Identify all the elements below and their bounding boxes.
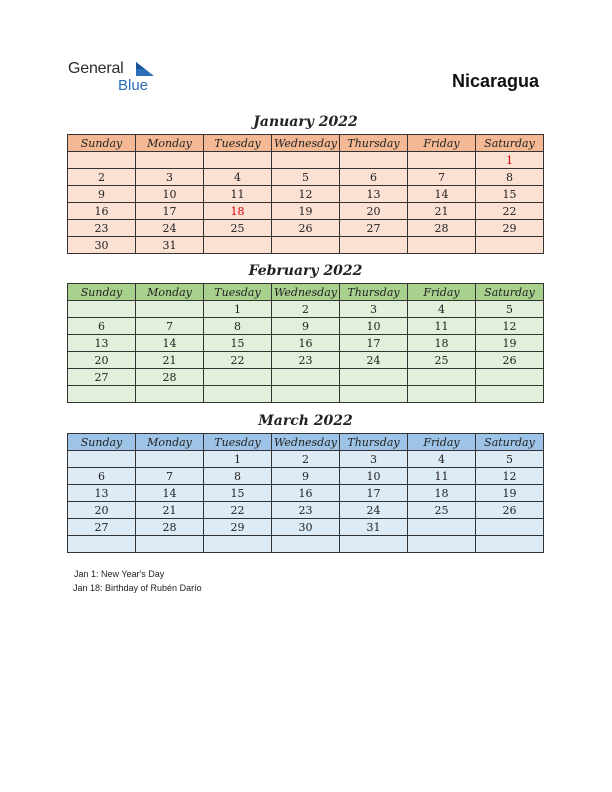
day-cell: 12 bbox=[272, 186, 340, 203]
day-cell bbox=[68, 386, 136, 403]
day-cell: 28 bbox=[136, 519, 204, 536]
day-cell: 5 bbox=[272, 169, 340, 186]
logo-text-blue: Blue bbox=[118, 77, 149, 94]
week-row bbox=[68, 186, 544, 203]
logo-text-general: General bbox=[68, 60, 124, 77]
day-cell bbox=[68, 536, 136, 553]
day-cell bbox=[136, 152, 204, 169]
country-title: Nicaragua bbox=[451, 71, 539, 91]
weekday-header: Monday bbox=[136, 434, 204, 451]
weekday-header: Friday bbox=[408, 434, 476, 451]
day-cell: 23 bbox=[68, 220, 136, 237]
day-cell: 15 bbox=[204, 485, 272, 502]
day-cell: 13 bbox=[68, 335, 136, 352]
day-cell: 18 bbox=[408, 335, 476, 352]
weekday-header: Tuesday bbox=[204, 135, 272, 152]
day-cell bbox=[340, 386, 408, 403]
day-cell bbox=[68, 451, 136, 468]
week-row bbox=[68, 335, 544, 352]
holiday-notes bbox=[74, 567, 202, 595]
day-cell: 18 bbox=[204, 203, 272, 220]
day-cell bbox=[408, 237, 476, 254]
day-cell: 26 bbox=[476, 502, 544, 519]
day-cell: 9 bbox=[272, 318, 340, 335]
week-row bbox=[68, 169, 544, 186]
day-cell: 13 bbox=[68, 485, 136, 502]
day-cell bbox=[136, 536, 204, 553]
day-cell: 28 bbox=[136, 369, 204, 386]
day-cell: 12 bbox=[476, 318, 544, 335]
day-cell: 24 bbox=[340, 502, 408, 519]
day-cell bbox=[136, 386, 204, 403]
generalblue-logo bbox=[68, 60, 168, 96]
day-cell: 23 bbox=[272, 502, 340, 519]
month-march bbox=[67, 411, 544, 553]
week-row bbox=[68, 152, 544, 169]
day-cell: 21 bbox=[136, 352, 204, 369]
day-cell: 29 bbox=[476, 220, 544, 237]
month-february bbox=[67, 261, 544, 403]
weekday-header: Thursday bbox=[340, 434, 408, 451]
month-title: February 2022 bbox=[248, 263, 363, 279]
week-row bbox=[68, 451, 544, 468]
day-cell: 22 bbox=[476, 203, 544, 220]
day-cell: 11 bbox=[408, 318, 476, 335]
weekday-header-row bbox=[68, 434, 544, 451]
week-row bbox=[68, 301, 544, 318]
day-cell: 20 bbox=[68, 502, 136, 519]
weekday-header: Wednesday bbox=[272, 284, 340, 301]
day-cell: 16 bbox=[272, 335, 340, 352]
day-cell: 8 bbox=[204, 468, 272, 485]
day-cell: 20 bbox=[340, 203, 408, 220]
day-cell: 27 bbox=[340, 220, 408, 237]
day-cell: 24 bbox=[136, 220, 204, 237]
week-row bbox=[68, 468, 544, 485]
day-cell: 1 bbox=[204, 301, 272, 318]
day-cell: 25 bbox=[204, 220, 272, 237]
day-cell bbox=[408, 386, 476, 403]
week-row bbox=[68, 502, 544, 519]
day-cell: 1 bbox=[204, 451, 272, 468]
month-january bbox=[67, 112, 544, 254]
day-cell: 4 bbox=[408, 301, 476, 318]
week-row bbox=[68, 220, 544, 237]
day-cell: 13 bbox=[340, 186, 408, 203]
day-cell: 25 bbox=[408, 502, 476, 519]
day-cell bbox=[476, 237, 544, 254]
day-cell bbox=[408, 519, 476, 536]
day-cell: 17 bbox=[340, 485, 408, 502]
week-row bbox=[68, 352, 544, 369]
day-cell: 12 bbox=[476, 468, 544, 485]
weekday-header: Sunday bbox=[68, 135, 136, 152]
weekday-header: Tuesday bbox=[204, 284, 272, 301]
day-cell: 2 bbox=[272, 451, 340, 468]
day-cell: 4 bbox=[204, 169, 272, 186]
weekday-header: Friday bbox=[408, 135, 476, 152]
day-cell: 30 bbox=[68, 237, 136, 254]
day-cell bbox=[272, 386, 340, 403]
week-row bbox=[68, 318, 544, 335]
day-cell: 7 bbox=[136, 468, 204, 485]
month-title: March 2022 bbox=[258, 413, 353, 429]
day-cell: 2 bbox=[68, 169, 136, 186]
day-cell: 7 bbox=[136, 318, 204, 335]
day-cell: 6 bbox=[68, 468, 136, 485]
week-row bbox=[68, 536, 544, 553]
day-cell: 28 bbox=[408, 220, 476, 237]
logo-triangle-icon bbox=[134, 62, 154, 76]
day-cell: 26 bbox=[476, 352, 544, 369]
day-cell: 18 bbox=[408, 485, 476, 502]
weekday-header: Thursday bbox=[340, 135, 408, 152]
week-row bbox=[68, 237, 544, 254]
weekday-header: Saturday bbox=[476, 284, 544, 301]
day-cell: 21 bbox=[408, 203, 476, 220]
day-cell: 8 bbox=[476, 169, 544, 186]
weekday-header: Thursday bbox=[340, 284, 408, 301]
day-cell: 9 bbox=[272, 468, 340, 485]
weekday-header: Sunday bbox=[68, 434, 136, 451]
day-cell bbox=[204, 237, 272, 254]
day-cell bbox=[340, 369, 408, 386]
day-cell: 9 bbox=[68, 186, 136, 203]
day-cell: 17 bbox=[136, 203, 204, 220]
day-cell: 14 bbox=[408, 186, 476, 203]
weekday-header: Wednesday bbox=[272, 434, 340, 451]
day-cell bbox=[136, 301, 204, 318]
day-cell: 1 bbox=[476, 152, 544, 169]
day-cell bbox=[272, 152, 340, 169]
day-cell bbox=[476, 536, 544, 553]
day-cell: 22 bbox=[204, 502, 272, 519]
day-cell: 31 bbox=[136, 237, 204, 254]
day-cell: 22 bbox=[204, 352, 272, 369]
week-row bbox=[68, 369, 544, 386]
day-cell bbox=[476, 386, 544, 403]
day-cell: 19 bbox=[272, 203, 340, 220]
day-cell bbox=[272, 369, 340, 386]
day-cell: 26 bbox=[272, 220, 340, 237]
day-cell: 27 bbox=[68, 519, 136, 536]
weekday-header: Wednesday bbox=[272, 135, 340, 152]
holiday-note: Jan 1: New Year's Day bbox=[74, 569, 165, 579]
day-cell: 27 bbox=[68, 369, 136, 386]
holiday-note: Jan 18: Birthday of Rubén Darío bbox=[73, 583, 202, 593]
day-cell: 19 bbox=[476, 485, 544, 502]
day-cell: 10 bbox=[340, 318, 408, 335]
day-cell: 21 bbox=[136, 502, 204, 519]
calendar-table bbox=[67, 134, 544, 254]
week-row bbox=[68, 485, 544, 502]
day-cell: 5 bbox=[476, 451, 544, 468]
weekday-header: Saturday bbox=[476, 135, 544, 152]
day-cell: 30 bbox=[272, 519, 340, 536]
weekday-header-row bbox=[68, 135, 544, 152]
day-cell: 3 bbox=[340, 301, 408, 318]
weekday-header: Friday bbox=[408, 284, 476, 301]
day-cell: 6 bbox=[68, 318, 136, 335]
weekday-header: Tuesday bbox=[204, 434, 272, 451]
day-cell bbox=[68, 152, 136, 169]
calendar-table bbox=[67, 433, 544, 553]
day-cell: 17 bbox=[340, 335, 408, 352]
day-cell: 16 bbox=[272, 485, 340, 502]
day-cell: 8 bbox=[204, 318, 272, 335]
day-cell bbox=[340, 536, 408, 553]
day-cell: 11 bbox=[204, 186, 272, 203]
day-cell bbox=[68, 301, 136, 318]
day-cell bbox=[272, 536, 340, 553]
month-title: January 2022 bbox=[253, 114, 358, 130]
day-cell bbox=[408, 369, 476, 386]
day-cell bbox=[272, 237, 340, 254]
weekday-header: Monday bbox=[136, 284, 204, 301]
week-row bbox=[68, 386, 544, 403]
day-cell: 14 bbox=[136, 485, 204, 502]
weekday-header: Sunday bbox=[68, 284, 136, 301]
day-cell bbox=[476, 519, 544, 536]
day-cell bbox=[136, 451, 204, 468]
day-cell: 2 bbox=[272, 301, 340, 318]
day-cell: 6 bbox=[340, 169, 408, 186]
day-cell bbox=[204, 386, 272, 403]
day-cell bbox=[204, 152, 272, 169]
weekday-header: Monday bbox=[136, 135, 204, 152]
day-cell: 10 bbox=[136, 186, 204, 203]
weekday-header-row bbox=[68, 284, 544, 301]
day-cell: 15 bbox=[204, 335, 272, 352]
week-row bbox=[68, 519, 544, 536]
day-cell bbox=[476, 369, 544, 386]
calendar-table bbox=[67, 283, 544, 403]
day-cell: 29 bbox=[204, 519, 272, 536]
day-cell: 16 bbox=[68, 203, 136, 220]
day-cell bbox=[340, 152, 408, 169]
day-cell: 25 bbox=[408, 352, 476, 369]
day-cell: 20 bbox=[68, 352, 136, 369]
day-cell: 23 bbox=[272, 352, 340, 369]
day-cell: 15 bbox=[476, 186, 544, 203]
day-cell bbox=[340, 237, 408, 254]
day-cell: 10 bbox=[340, 468, 408, 485]
day-cell: 5 bbox=[476, 301, 544, 318]
day-cell bbox=[204, 536, 272, 553]
week-row bbox=[68, 203, 544, 220]
day-cell: 7 bbox=[408, 169, 476, 186]
day-cell: 11 bbox=[408, 468, 476, 485]
day-cell: 3 bbox=[136, 169, 204, 186]
weekday-header: Saturday bbox=[476, 434, 544, 451]
day-cell bbox=[204, 369, 272, 386]
day-cell: 31 bbox=[340, 519, 408, 536]
day-cell: 24 bbox=[340, 352, 408, 369]
day-cell bbox=[408, 152, 476, 169]
day-cell: 4 bbox=[408, 451, 476, 468]
day-cell bbox=[408, 536, 476, 553]
day-cell: 14 bbox=[136, 335, 204, 352]
day-cell: 19 bbox=[476, 335, 544, 352]
day-cell: 3 bbox=[340, 451, 408, 468]
